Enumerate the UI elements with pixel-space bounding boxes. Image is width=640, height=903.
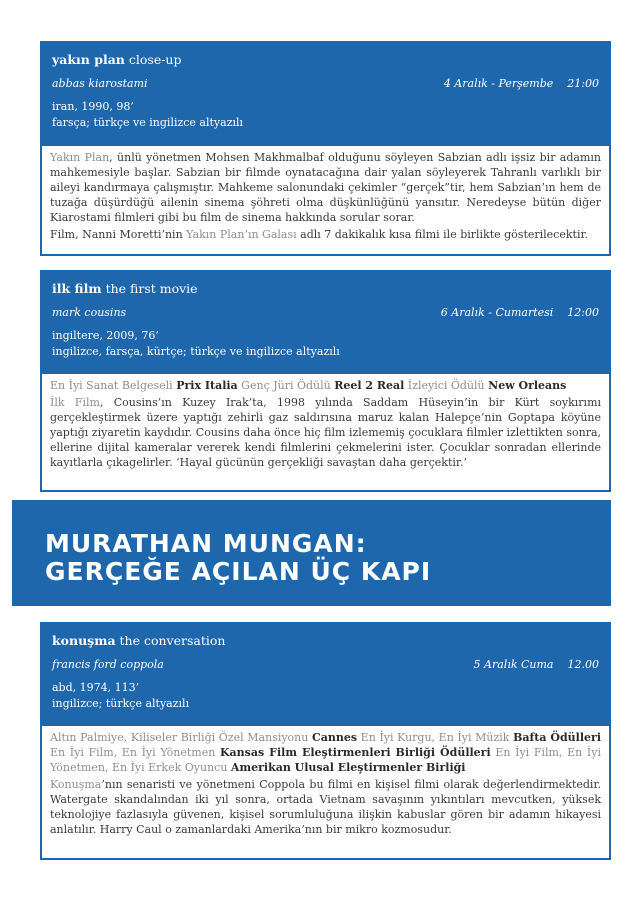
film-director: francis ford coppola 5 Aralık Cuma 12.00 bbox=[52, 656, 599, 674]
film-title bbox=[52, 632, 599, 650]
banner-line-2: GERÇEĞE AÇILAN ÜÇ KAPI bbox=[45, 557, 432, 586]
film-country-year: ingiltere, 2009, 76’ bbox=[52, 329, 159, 342]
film-card-close-up bbox=[40, 41, 611, 256]
film-languages: ingilizce, farsça, kürtçe; türkçe ve ingilizce altyazılı bbox=[52, 345, 340, 358]
film-languages: farsça; türkçe ve ingilizce altyazılı bbox=[52, 116, 244, 129]
screening-datetime bbox=[474, 656, 599, 674]
film-card-the-first-movie bbox=[40, 270, 611, 492]
film-title-tr: yakın plan bbox=[52, 52, 125, 67]
film-title bbox=[52, 51, 599, 69]
film-synopsis: Altın Palmiye, Kiliseler Birliği Özel Mansiyonu Cannes En İyi Kurgu, En İyi Müzik Bafta Ödülleri En İyi Film, En İyi Yönetmen Kansas Film Eleştirmenleri Birliği Ödülleri En İyi Film, En İyi Yönetmen, En İyi Erkek Oyuncu Amerikan Ulusal Eleştirmenler Birliği Konuşma’nın senaristi ve yönetmeni Coppola bu filmi en kişisel filmi olarak değerlendirmektedir. Watergate skandalından iki yıl sonra, ortada Vietnam savaşının yıkıntıları mevcutken, yüksek teknolojiye fazlasıyla güvenen, kişisel sorumluluğuna ilişkin kabuslar gören bir adamın hikayesi anlatılır. Harry Caul o zamanlardaki Amerika’nın bir mikro kozmosudur. bbox=[50, 731, 602, 836]
short-film-ref: Yakın Plan’ın Galası bbox=[186, 228, 297, 241]
screening-date: 4 Aralık - Perşembe bbox=[443, 77, 554, 90]
film-synopsis: En İyi Sanat Belgeseli Prix Italia Genç Jüri Ödülü Reel 2 Real İzleyici Ödülü New Orleans İlk Film, Cousins’ın Kuzey Irak’ta, 1998 yılında Saddam Hüseyin’in bir Kürt soykırımı gerçekleştirmek üzere yaptığı zehirli gaz saldırısına maruz kalan Halepçe’nin Goptapa köyüne yaptığı ziyaretin kaydıdır. Cousins daha önce hiç film izlememiş çocuklara filmler izlettikten sonra, ellerine dijital kameralar vererek kendi filmlerini çekmelerini ister. Çocuklar sonradan ellerinde kayıtlarla çıkagelirler. ‘Hayal gücünün gerçekliği savaştan daha gerçektir.’ bbox=[50, 379, 602, 469]
screening-datetime bbox=[441, 304, 599, 322]
film-title bbox=[52, 280, 599, 298]
film-title-tr: konuşma bbox=[52, 633, 116, 648]
screening-time: 12.00 bbox=[567, 658, 599, 671]
film-card-the-conversation bbox=[40, 622, 611, 860]
film-awards: Altın Palmiye, Kiliseler Birliği Özel Mansiyonu Cannes En İyi Kurgu, En İyi Müzik Bafta Ödülleri En İyi Film, En İyi Yönetmen Kansas Film Eleştirmenleri Birliği Ödülleri En İyi Film, En İyi Yönetmen, En İyi Erkek Oyuncu Amerikan Ulusal Eleştirmenler Birliği bbox=[50, 731, 602, 774]
section-banner bbox=[12, 500, 611, 606]
film-synopsis: Yakın Plan, ünlü yönetmen Mohsen Makhmalbaf olduğunu söyleyen Sabzian adlı işsiz bir adamın mahkemesiyle başlar. Sabzian bir filmde oynatacağına dair yalan söyleyerek Tahranlı varlıklı bir aileyi kandırmaya çalışmıştır. Mahkeme salonundaki çekimler “gerçek”tir, hem Sabzian’ın hem de tuzağa düşürdüğü ailenin sinema şöhreti olma düşkünlüğünü yansıtır. Neredeyse bütün diğer Kiarostami filmleri gibi bu film de sinema hakkında sorular sorar. Film, Nanni Moretti’nin Yakın Plan’ın Galası adlı 7 dakikalık kısa filmi ile birlikte gösterilecektir. bbox=[50, 151, 601, 241]
film-awards: En İyi Sanat Belgeseli Prix Italia Genç Jüri Ödülü Reel 2 Real İzleyici Ödülü New Orleans bbox=[50, 379, 567, 392]
film-director: abbas kiarostami 4 Aralık - Perşembe 21:00 bbox=[52, 75, 599, 93]
synopsis-title-ref: Yakın Plan bbox=[50, 151, 110, 164]
film-title-en: close-up bbox=[128, 52, 182, 67]
banner-line-1: MURATHAN MUNGAN: bbox=[45, 529, 367, 558]
synopsis-title-ref: Konuşma bbox=[50, 778, 102, 791]
film-country-year: iran, 1990, 98’ bbox=[52, 100, 134, 113]
film-languages: ingilizce; türkçe altyazılı bbox=[52, 697, 190, 710]
film-country-year: abd, 1974, 113’ bbox=[52, 681, 140, 694]
film-header bbox=[42, 272, 609, 374]
film-title-tr: ilk film bbox=[52, 281, 102, 296]
synopsis-title-ref: İlk Film bbox=[50, 396, 100, 409]
film-director: mark cousins 6 Aralık - Cumartesi 12:00 bbox=[52, 304, 599, 322]
screening-time: 21:00 bbox=[567, 77, 599, 90]
screening-datetime bbox=[444, 75, 599, 93]
screening-date: 5 Aralık Cuma bbox=[473, 658, 554, 671]
screening-time: 12:00 bbox=[567, 306, 599, 319]
film-title-en: the first movie bbox=[105, 281, 198, 296]
film-header bbox=[42, 624, 609, 726]
screening-date: 6 Aralık - Cumartesi bbox=[440, 306, 554, 319]
film-header bbox=[42, 43, 609, 146]
film-title-en: the conversation bbox=[119, 633, 226, 648]
